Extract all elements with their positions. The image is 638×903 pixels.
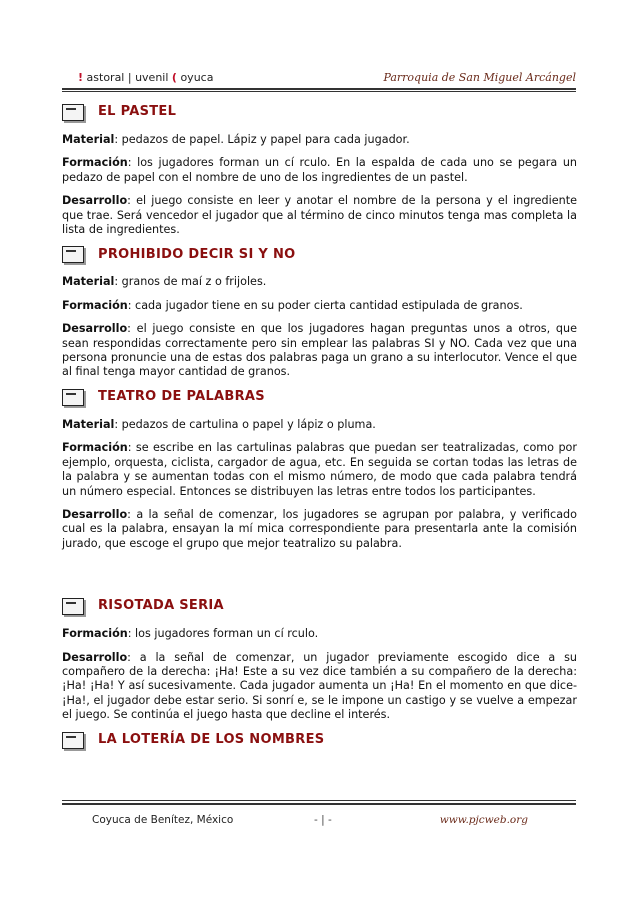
section-heading bbox=[62, 104, 577, 121]
section-title: LA LOTERÍA DE LOS NOMBRES bbox=[98, 731, 325, 747]
document-icon bbox=[62, 246, 84, 263]
header-parish: Parroquia de San Miguel Arcángel bbox=[383, 71, 576, 84]
formacion-paragraph: Formación: los jugadores forman un cí rculo. En la espalda de cada uno se pegara un pedazo de papel con el nombre de uno de los ingredientes de un pastel. bbox=[62, 156, 577, 184]
desarrollo-paragraph: Desarrollo: el juego consiste en que los jugadores hagan preguntas unos a otros, que sean respondidas correctamente pero sin emplear las palabras SI y NO. Cada vez que una persona pronuncie una de estas dos palabras paga un grano a su interlocutor. Vence el que al final tenga mayor cantidad de granos. bbox=[62, 322, 577, 379]
material-paragraph: Material: pedazos de cartulina o papel y lápiz o pluma. bbox=[62, 417, 376, 431]
footer-rule bbox=[62, 803, 576, 805]
page-header bbox=[78, 71, 576, 87]
section-heading bbox=[62, 389, 577, 406]
header-rule-thin bbox=[62, 91, 576, 92]
material-paragraph: Material: granos de maí z o frijoles. bbox=[62, 275, 267, 289]
section-heading bbox=[62, 732, 577, 749]
page-footer bbox=[62, 814, 576, 830]
formacion-paragraph: Formación: cada jugador tiene en su poder cierta cantidad estipulada de granos. bbox=[62, 298, 523, 312]
section-title: PROHIBIDO DECIR SI Y NO bbox=[98, 246, 296, 262]
header-rule bbox=[62, 88, 576, 90]
page-number: - | - bbox=[314, 814, 332, 826]
section-title: RISOTADA SERIA bbox=[98, 598, 224, 614]
formacion-paragraph: Formación: se escribe en las cartulinas palabras que puedan ser teatralizadas, como por ejemplo, orquesta, ciclista, cargador de agua, etc. En seguida se cortan todas las letras de la palabra y se aumentan todas con el mismo número, de modo que cada palabra tendrá un número especial. Entonces se distribuyen las letras entre todos los participantes. bbox=[62, 441, 577, 498]
footer-rule-thin bbox=[62, 800, 576, 801]
section-heading bbox=[62, 246, 577, 263]
footer-website-link[interactable]: www.pjcweb.org bbox=[439, 814, 528, 826]
document-icon bbox=[62, 732, 84, 749]
footer-location: Coyuca de Benítez, México bbox=[92, 814, 234, 826]
section-title: EL PASTEL bbox=[98, 104, 177, 120]
desarrollo-paragraph: Desarrollo: a la señal de comenzar, un jugador previamente escogido dice a su compañero de la derecha: ¡Ha! Este a su vez dice también a su compañero de la derecha: ¡Ha! ¡Ha! Y así sucesivamente. Cada jugador aumenta un ¡Ha! En el momento en que dice- ¡Ha!, el jugador debe estar serio. Si sonrí e, se le impone un castigo y se vuelve a empezar el juego. Se continúa el juego hasta que decline el interés. bbox=[62, 650, 577, 722]
document-icon bbox=[62, 104, 84, 121]
spacer bbox=[62, 560, 577, 590]
document-icon bbox=[62, 389, 84, 406]
desarrollo-paragraph: Desarrollo: a la señal de comenzar, los jugadores se agrupan por palabra, y verificado cual es la palabra, ensayan la mí mica correspondiente para presentarla ante la comisión jurado, que escoge el grupo que mejor teatralizo su palabra. bbox=[62, 507, 577, 550]
desarrollo-paragraph: Desarrollo: el juego consiste en leer y anotar el nombre de la persona y el ingrediente que trae. Será vencedor el jugador que al término de cinco minutos tenga mas completa la lista de ingredientes. bbox=[62, 194, 577, 237]
formacion-paragraph: Formación: los jugadores forman un cí rculo. bbox=[62, 627, 319, 641]
material-paragraph: Material: pedazos de papel. Lápiz y papel para cada jugador. bbox=[62, 133, 410, 146]
header-left: ! astoral | uvenil ( oyuca bbox=[78, 71, 214, 84]
page-content bbox=[62, 96, 577, 761]
document-icon bbox=[62, 598, 84, 615]
section-title: TEATRO DE PALABRAS bbox=[98, 389, 265, 405]
section-heading bbox=[62, 598, 577, 615]
